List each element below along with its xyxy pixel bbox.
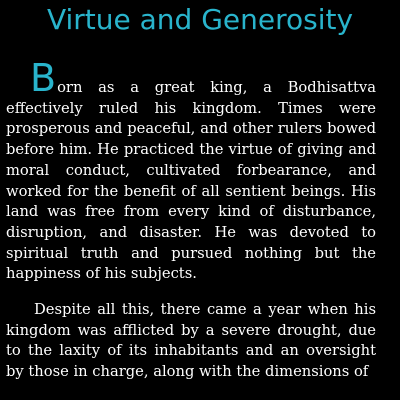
paragraph-2: [6, 300, 376, 383]
drop-cap-letter: B: [30, 56, 57, 100]
paragraph-1: [6, 56, 376, 285]
paragraph-2-text: Despite all this, there came a year when his kingdom was afflicted by a severe drought, due to the laxity of its inhabitants and an oversight by those in charge, along with the dimensions of: [6, 301, 376, 381]
document-title: Virtue and Generosity: [46, 3, 354, 36]
document-body: [6, 56, 376, 398]
paragraph-1-text: orn as a great king, a Bodhisattva effectively ruled his kingdom. Times were prosperous and peaceful, and other rulers bowed before him. He practiced the virtue of giving and moral conduct, cultivated forbearance, and worked for the benefit of all sentient beings. His land was free from every kind of disturbance, disruption, and disaster. He was devoted to spiritual truth and pursued nothing but the happiness of his subjects.: [6, 79, 376, 283]
